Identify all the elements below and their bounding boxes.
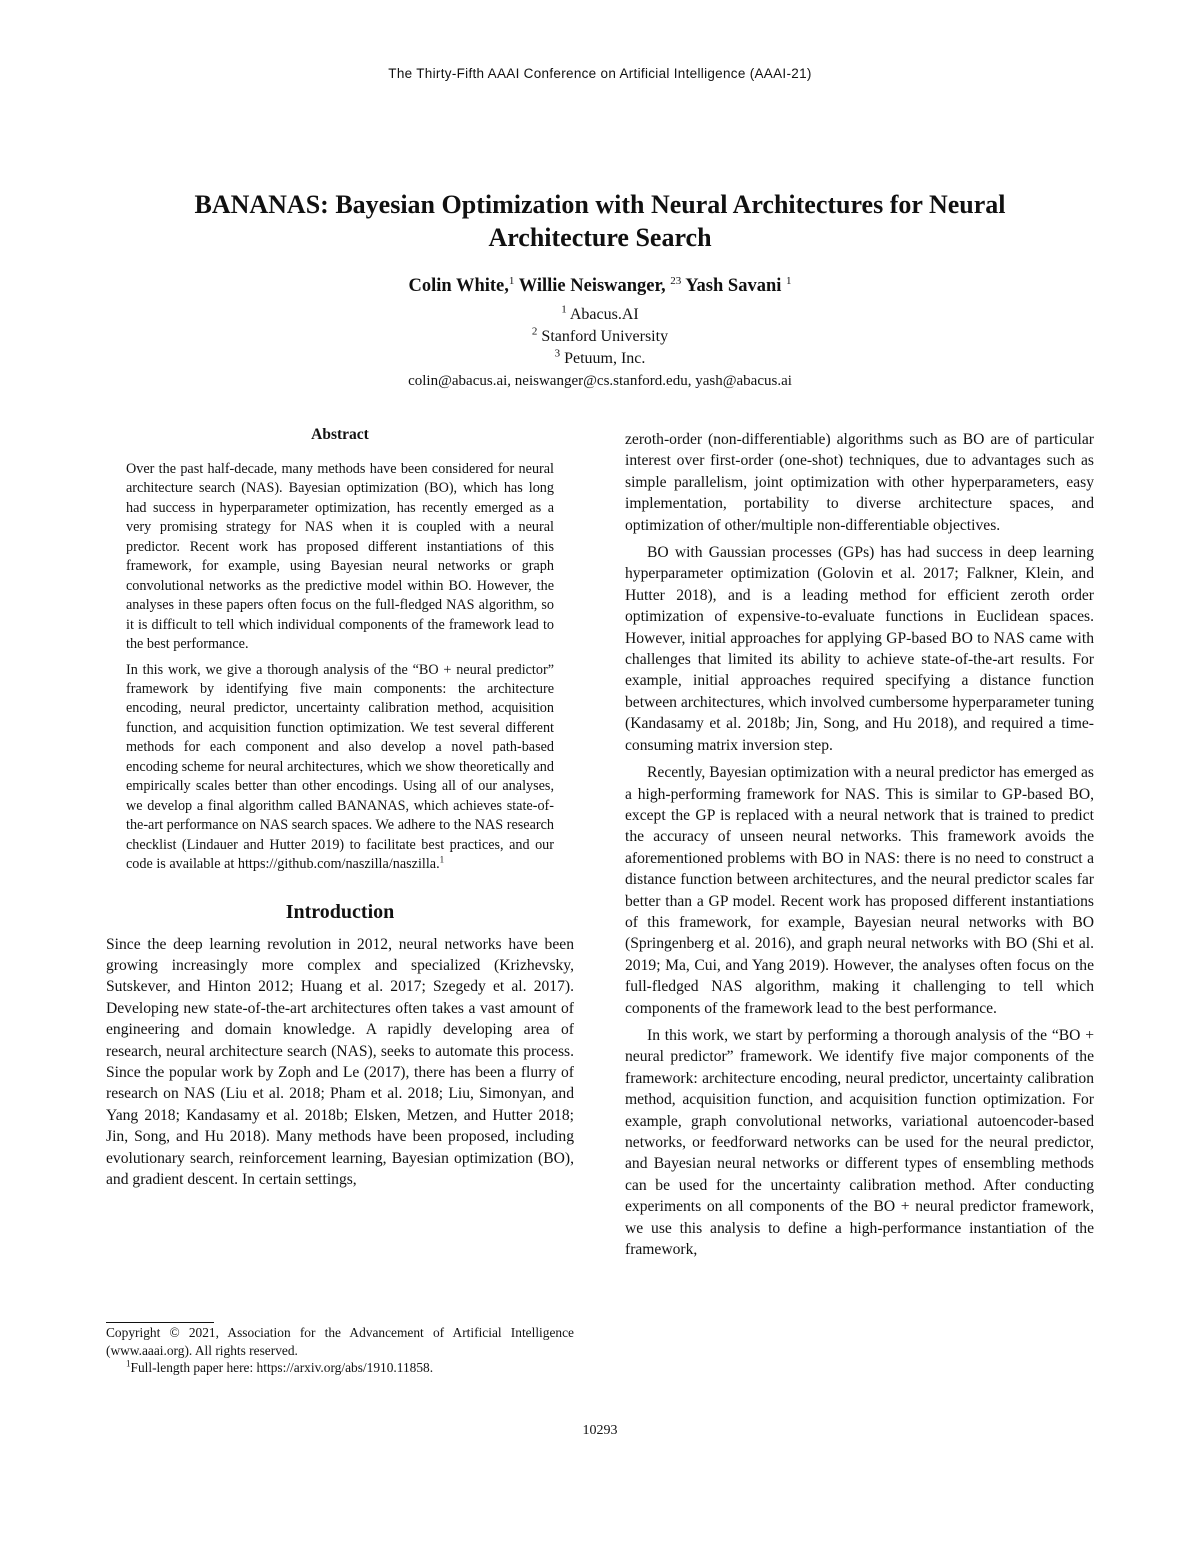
author-affiliation-mark: 23 (670, 274, 682, 287)
body-paragraph: Since the deep learning revolution in 2012, neural networks have been growing increasingly more complex and specialized (Krizhevsky, Sutskever, and Hinton 2012; Huang et al. 2017; Szegedy et al. 2017). Developing new state-of-the-art architectures often takes a vast amount of engineering and domain knowledge. A rapidly developing area of research, neural architecture search (NAS), seeks to automate this process. Since the popular work by Zoph and Le (2017), there has been a flurry of research on NAS (Liu et al. 2018; Pham et al. 2018; Liu, Simonyan, and Yang 2018; Kandasamy et al. 2018b; Elsken, Metzen, and Hutter 2018; Jin, Song, and Hu 2018). Many methods have been proposed, including evolutionary search, reinforcement learning, Bayesian optimization (BO), and gradient descent. In certain settings, (106, 935, 574, 1188)
copyright-notice: Copyright © 2021, Association for the Advancement of Artificial Intelligence (www.aaai.org). All rights reserved. (106, 1325, 574, 1358)
footnote-reference: 1 (439, 854, 445, 865)
affiliation-mark: 3 (554, 347, 561, 360)
body-paragraph: BO with Gaussian processes (GPs) has had success in deep learning hyperparameter optimization (Golovin et al. 2017; Falkner, Klein, and Hutter 2018), and is a leading method for efficient zeroth order optimization of expensive-to-evaluate functions in Euclidean spaces. However, initial approaches for applying GP-based BO to NAS came with challenges that limited its ability to achieve state-of-the-art results. For example, initial approaches required specifying a distance function between architectures, which involved cumbersome hyperparameter tuning (Kandasamy et al. 2018b; Jin, Song, and Hu 2018), and required a time-consuming matrix inversion step. (625, 544, 1094, 754)
author-affiliation-mark: 1 (508, 274, 515, 287)
author-list (0, 276, 1200, 297)
page-number: 10293 (582, 1423, 618, 1438)
footnotes (106, 1324, 574, 1377)
footnote (106, 1359, 574, 1377)
author-affiliation-mark: 1 (786, 274, 792, 287)
author-emails: colin@abacus.ai, neiswanger@cs.stanford.edu, yash@abacus.ai (408, 373, 792, 389)
author-name: Colin White, (408, 276, 509, 296)
affiliation-mark: 1 (561, 303, 567, 316)
introduction-heading: Introduction (285, 900, 395, 923)
body-paragraph: Recently, Bayesian optimization with a neural predictor has emerged as a high-performing framework for NAS. This is similar to GP-based BO, except the GP is replaced with a neural network that is trained to predict the accuracy of unseen neural networks. This framework avoids the aforementioned problems with BO in NAS: there is no need to construct a distance function between architectures, and the neural predictor scales far better than a GP model. Recent work has proposed different instantiations of this framework, for example, Bayesian neural networks with BO (Springenberg et al. 2016), and graph neural networks with BO (Shi et al. 2019; Ma, Cui, and Yang 2019). However, the analyses often focus on the full-fledged NAS algorithm, making it challenging to tell which components of the framework lead to the best performance. (625, 764, 1094, 1017)
affiliation (0, 303, 1200, 324)
footnote-divider (106, 1322, 214, 1323)
body-paragraph: In this work, we start by performing a thorough analysis of the “BO + neural predictor” framework. We identify five major components of the framework: architecture encoding, neural predictor, uncertainty calibration method, acquisition function, and acquisition function optimization. For example, graph convolutional networks, variational autoencoder-based networks, or feedforward networks can be used for the neural predictor, and Bayesian neural networks or different types of ensembling methods can be used for the uncertainty calibration method. After conducting experiments on all components of the BO + neural predictor framework, we use this analysis to define a high-performance instantiation of the framework, (625, 1026, 1094, 1259)
abstract-paragraph: Over the past half-decade, many methods have been considered for neural architecture search (NAS). Bayesian optimization (BO), which has long had success in hyperparameter optimization, has recently emerged as a very promising strategy for NAS when it is coupled with a neural predictor. Recent work has proposed different instantiations of this framework, for example, using Bayesian neural networks or graph convolutional networks as the predictive model within BO. However, the analyses in these papers often focus on the full-fledged NAS algorithm, so it is difficult to tell which individual components of the framework lead to the best performance. (126, 461, 554, 653)
affiliation-mark: 2 (531, 325, 538, 338)
affiliation-name: Abacus.AI (569, 306, 639, 323)
abstract-paragraph (126, 661, 554, 875)
paper-title: BANANAS: Bayesian Optimization with Neural Architectures for Neural Architecture Search (194, 190, 1006, 252)
author-name: Willie Neiswanger, (518, 276, 666, 296)
abstract-paragraph-text: In this work, we give a thorough analysis of the “BO + neural predictor” framework by identifying five main components: the architecture encoding, neural predictor, uncertainty calibration method, acquisition function, and acquisition function optimization. We test several different methods for each component and also develop a novel path-based encoding scheme for neural architectures, which we show theoretically and empirically scales better than other encodings. Using all of our analyses, we develop a final algorithm called BANANAS, which achieves state-of-the-art performance on NAS search spaces. We adhere to the NAS research checklist (Lindauer and Hutter 2019) to facilitate best practices, and our code is available at https://github.com/naszilla/naszilla. (126, 661, 554, 873)
abstract-heading: Abstract (311, 426, 369, 443)
affiliation-name: Petuum, Inc. (564, 350, 646, 367)
affiliation (0, 347, 1200, 368)
author-name: Yash Savani (685, 276, 782, 296)
footnote-text: Full-length paper here: https://arxiv.org/abs/1910.11858. (130, 1360, 434, 1375)
affiliation-name: Stanford University (541, 328, 669, 345)
affiliation (0, 325, 1200, 346)
conference-header: The Thirty-Fifth AAAI Conference on Artificial Intelligence (AAAI-21) (388, 66, 812, 81)
left-column (106, 426, 574, 1196)
footnote-mark: 1 (126, 1358, 131, 1369)
right-column (625, 429, 1094, 1266)
body-paragraph: zeroth-order (non-differentiable) algorithms such as BO are of particular interest over first-order (one-shot) techniques, due to advantages such as simple parallelism, joint optimization with other hyperparameters, easy implementation, portability to diverse architecture spaces, and optimization of other/multiple non-differentiable objectives. (625, 431, 1094, 534)
